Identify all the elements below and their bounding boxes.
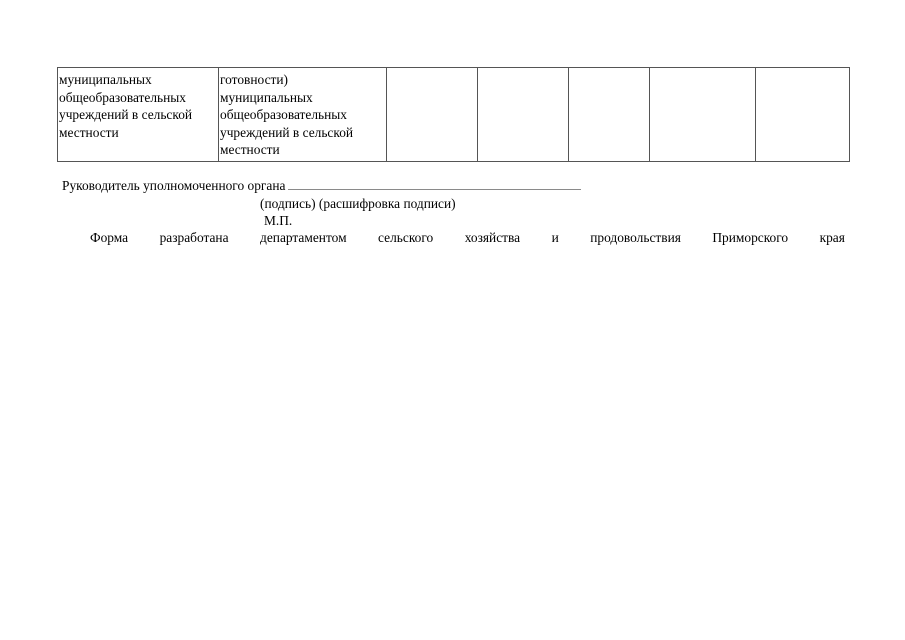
footer-note-word: департаментом — [260, 230, 347, 245]
footer-note-word: Приморского — [712, 230, 789, 245]
cell-text-line: муниципальных — [59, 72, 152, 87]
table-cell-empty — [569, 68, 650, 162]
footer-note-word: разработана — [159, 230, 229, 245]
cell-text-line: учреждений в сельской — [220, 124, 354, 140]
signature-label: Руководитель уполномоченного органа — [62, 178, 286, 193]
signature-caption: (подпись) (расшифровка подписи) — [260, 196, 456, 211]
table-cell-indicator — [219, 68, 387, 162]
cell-text-line: учреждений в сельской — [59, 107, 193, 123]
signature-blank-rule — [288, 178, 581, 190]
cell-text-line: готовности) — [220, 72, 288, 87]
table-cell-empty — [478, 68, 569, 162]
table-cell-empty — [756, 68, 850, 162]
cell-text-line: общеобразовательных — [59, 89, 187, 105]
table-cell-empty — [650, 68, 756, 162]
footer-note-word: сельского — [378, 230, 434, 245]
cell-text-line: местности — [59, 124, 119, 140]
footer-note-word: и — [551, 230, 559, 245]
cell-text-line: местности — [220, 142, 280, 158]
cell-text-line: муниципальных — [220, 89, 313, 105]
footer-note — [90, 230, 845, 246]
footer-note-word: края — [819, 230, 845, 245]
footer-note-word: Форма — [90, 230, 129, 245]
signature-line — [62, 178, 581, 194]
cell-text-line: общеобразовательных — [220, 107, 348, 123]
table-cell-empty — [387, 68, 478, 162]
footer-note-word: продовольствия — [590, 230, 681, 245]
continuation-table — [57, 67, 850, 162]
table-cell-name — [58, 68, 219, 162]
footer-note-word: хозяйства — [464, 230, 521, 245]
table-row — [58, 68, 850, 162]
stamp-placeholder: М.П. — [264, 213, 293, 228]
